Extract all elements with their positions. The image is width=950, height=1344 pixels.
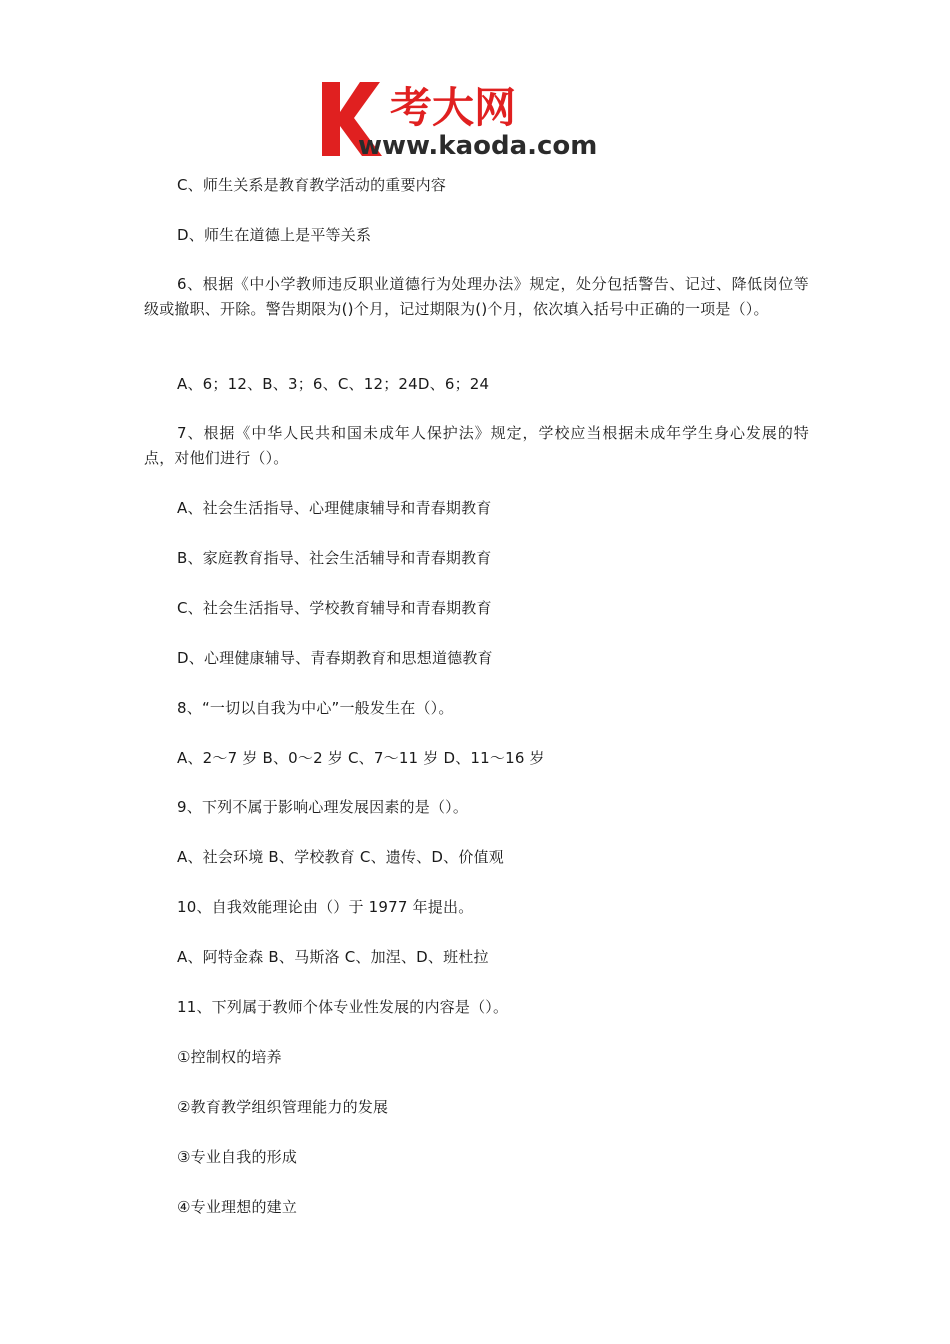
question-9-options: A、社会环境 B、学校教育 C、遗传、D、价值观 bbox=[177, 848, 504, 866]
question-9: 9、下列不属于影响心理发展因素的是（）。 bbox=[177, 798, 469, 816]
question-8-options: A、2～7 岁 B、0～2 岁 C、7～11 岁 D、11～16 岁 bbox=[177, 749, 545, 767]
question-10-options: A、阿特金森 B、马斯洛 C、加涅、D、班杜拉 bbox=[177, 948, 489, 966]
question-6-options: A、6；12、B、3；6、C、12；24D、6；24 bbox=[177, 375, 490, 393]
question-11-item-4: ④专业理想的建立 bbox=[177, 1198, 298, 1216]
question-10: 10、自我效能理论由（）于 1977 年提出。 bbox=[177, 898, 474, 916]
question-7-option-c: C、社会生活指导、学校教育辅导和青春期教育 bbox=[177, 599, 492, 617]
question-11-item-3: ③专业自我的形成 bbox=[177, 1148, 298, 1166]
question-11-item-1: ①控制权的培养 bbox=[177, 1048, 282, 1066]
question-8: 8、“一切以自我为中心”一般发生在（）。 bbox=[177, 699, 454, 717]
question-7-option-a: A、社会生活指导、心理健康辅导和青春期教育 bbox=[177, 499, 492, 517]
option-d-line: D、师生在道德上是平等关系 bbox=[177, 226, 372, 244]
question-7-option-b: B、家庭教育指导、社会生活辅导和青春期教育 bbox=[177, 549, 492, 567]
question-7: 7、根据《中华人民共和国未成年人保护法》规定，学校应当根据未成年学生身心发展的特点，对他们进行（）。 bbox=[144, 424, 809, 467]
question-11-item-2: ②教育教学组织管理能力的发展 bbox=[177, 1098, 389, 1116]
question-6: 6、根据《中小学教师违反职业道德行为处理办法》规定，处分包括警告、记过、降低岗位等级或撤职、开除。警告期限为()个月，记过期限为()个月，依次填入括号中正确的一项是（）。 bbox=[144, 275, 809, 318]
option-c-line: C、师生关系是教育教学活动的重要内容 bbox=[177, 176, 447, 194]
kaoda-logo bbox=[318, 78, 638, 160]
logo-brand-cn: 考大网 bbox=[390, 83, 517, 132]
kaoda-logo-graphic bbox=[318, 78, 638, 160]
logo-url: www.kaoda.com bbox=[358, 131, 598, 160]
question-7-option-d: D、心理健康辅导、青春期教育和思想道德教育 bbox=[177, 649, 493, 667]
question-11: 11、下列属于教师个体专业性发展的内容是（）。 bbox=[177, 998, 509, 1016]
